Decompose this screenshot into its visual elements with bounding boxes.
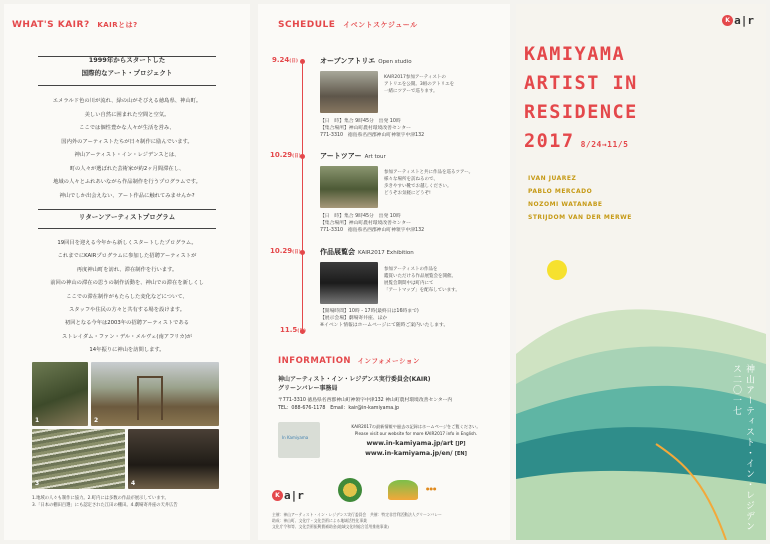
organizer-office: グリーンバレー事務局 [278,385,338,392]
body1-line: 国内外のアーティストたちが日々制作に励んでいます。 [61,138,193,145]
cover-year: 2017 [524,131,575,152]
body2-line: 再度神山町を訪れ、滞在制作を行います。 [76,266,178,273]
partner-logo-3: ●●● [426,486,437,491]
body2-line: これまでにKAIRプログラムに参加した招聘アーティストが [57,253,197,260]
cover-dates: 8/24→11/5 [580,140,629,149]
artist-4: STRIJDOM VAN DER MERWE [528,214,632,221]
cover-panel [516,4,766,540]
event-2-title: アートツアー Art tour [320,152,386,160]
heading-en: WHAT'S KAIR? [12,20,90,30]
sun-icon [547,260,567,280]
information-heading: INFORMATION インフォメーション [278,356,420,366]
event-3-photo [320,262,378,304]
photo-1: 1 [32,362,88,426]
address: 〒771-3310 徳島県名西郡神山町神領字中津132 神山町農村環境改善センター内 [278,398,453,403]
heading-jp: KAIRとは? [97,21,138,29]
photo-captions: 1.地域の人々も制作に協力。2.町内には多数の作品が展示しています。 3.「日本の棚田百選」にも認定された江田の棚田。4.劇場寄井座の天井広告 [32,496,178,508]
body1-line: 地域の人々とふれあいながら作品制作を行うプログラムです。 [53,179,201,185]
event-2-details: 【日 時】集合 9時45分 出発 10時 【集合場所】神山町農村環境改善センター 771-3310 徳島県名西郡神山町神領字中津132 [320,214,425,233]
cover-title: KAMIYAMA ARTIST IN RESIDENCE 2017 8/24→11/5 [524,44,638,152]
event-3-desc: 参加アーティストの作品を 鑑賞いただける作品展覧会を開催。 展覧会期間中は町内にて 「アートマップ」を配布しています。 [384,267,460,293]
artist-3: NOZOMI WATANABE [528,201,603,208]
body1-line: 美しい自然に囲まれた空間と空気。 [84,111,170,118]
divider-top-2 [38,209,216,210]
event-3-date: 10.29(日) [270,247,301,255]
sub2-title: リターンアーティストプログラム [78,213,176,221]
map-thumbnail: In Kamiyama [278,422,320,458]
body2-line: ストレイダム・ファン・デル・メルヴェ(南アフリカ)が [61,333,193,340]
end-date: 11.5(日) [280,326,306,334]
divider-bottom-2 [38,228,216,229]
footer-credits: 主催：神山アーティスト・イン・レジデンス実行委員会 共催：特定非営利活動法人グリーンバレー 助成：神山町、文化庁・文化芸術による地域活性化事業 文化庁令和等、文化芸術振興費補助金(地域文化財総合活用推進事業) [272,512,442,529]
left-panel [4,4,250,540]
schedule-heading: SCHEDULE イベントスケジュール [278,20,418,30]
body1-line: 町の人々が選ばれた芸術家が約2ヶ月間滞在し、 [69,165,185,172]
hills-illustration [516,294,766,540]
partner-logo-1 [338,478,362,502]
url-en[interactable]: www.in-kamiyama.jp/en/ [EN] [365,450,467,457]
body1-line: 神山でしか出会えない、アート作品に触れてみませんか? [59,192,195,199]
timeline-line [302,62,303,334]
vertical-title-jp: 神山アーティスト・イン・レジデンス二〇一七 [731,364,754,532]
divider-bottom-1 [38,85,216,86]
body2-line: スタッフや住民の方々と共有する場を設けます。 [68,307,186,314]
organizer-name: 神山アーティスト・イン・レジデンス実行委員会(KAIR) [278,376,431,383]
timeline-dot-1 [300,59,305,64]
event-1-desc: KAIR2017参加アーティストの アトリエを公開。3組のアトリエを 一緒にツアーで巡ります。 [384,75,455,94]
event-1-details: 【日 時】集合 9時45分 出発 10時 【集合場所】神山町農村環境改善センター 771-3310 徳島県名西郡神山町神領字中津132 [320,119,425,138]
event-3-details: 【開場時間】10時 - 17時(最終日は16時まで) 【展示会場】劇場寄井座、ほか ※イベント情報はホームページにて随時ご案内いたします。 [320,309,449,328]
photo-2: 2 [91,362,219,426]
event-2-desc: 参加アーティストと共に作品を巡るツアー。 様々な場所を訪ねるので、 歩きやすい靴でお越しください。 どうぞお気軽にどうぞ! [384,170,474,196]
whats-kair-heading [12,20,138,30]
kair-logo-bottom: K a|r [272,489,304,502]
event-1-date: 9.24(日) [272,56,298,64]
middle-panel [258,4,510,540]
body2-line: 14年振りに神山を訪問します。 [89,347,165,354]
photo-3: 3 [32,429,125,489]
sub1-title-2: 国際的なアート・プロジェクト [81,69,173,77]
body1-line: エメラルド色の川が流れ、緑の山がそびえる徳島県、神山町。 [52,98,202,104]
event-2-date: 10.29(日) [270,151,301,159]
kair-logo-top: K a|r [722,14,754,27]
body1-line: 神山アーティスト・イン・レジデンスとは、 [74,152,180,158]
photo-4: 4 [128,429,219,489]
return-artist-text [10,237,244,358]
body2-line: 前回の神山の滞在の思うの制作活動を、神山での滞在を新しくし [50,280,204,287]
event-2-photo [320,166,378,208]
body2-line: ここでの滞在制作がもたらした変化などについて、 [66,293,188,300]
web-note: KAIR2017の最新情報や過去の記録はホームページをご覧ください。 Please visit our website for more KAIR2017 info in English. [351,424,481,436]
sub1-title-1: 1999年からスタートした [88,56,166,64]
body2-line: 19回目を迎える今年から新しくスタートしたプログラム。 [57,240,197,246]
body2-line: 初回となる今年は2003年の招聘アーティストである [64,320,190,327]
event-3-title: 作品展覧会 KAIR2017 Exhibition [320,248,414,256]
partner-logo-2 [388,480,418,500]
event-1-title: オープンアトリエ Open studio [320,57,412,65]
contact: TEL：088-676-1178 Email：kair@in-kamiyama.jp [278,406,400,411]
event-1-photo [320,71,378,113]
artist-2: PABLO MERCADO [528,188,593,195]
url-jp[interactable]: www.in-kamiyama.jp/art [JP] [366,440,466,447]
artist-1: IVAN JUAREZ [528,175,577,182]
body1-line: ここでは個性豊かな人々が生活を営み、 [79,125,175,131]
intro-text [10,95,244,203]
